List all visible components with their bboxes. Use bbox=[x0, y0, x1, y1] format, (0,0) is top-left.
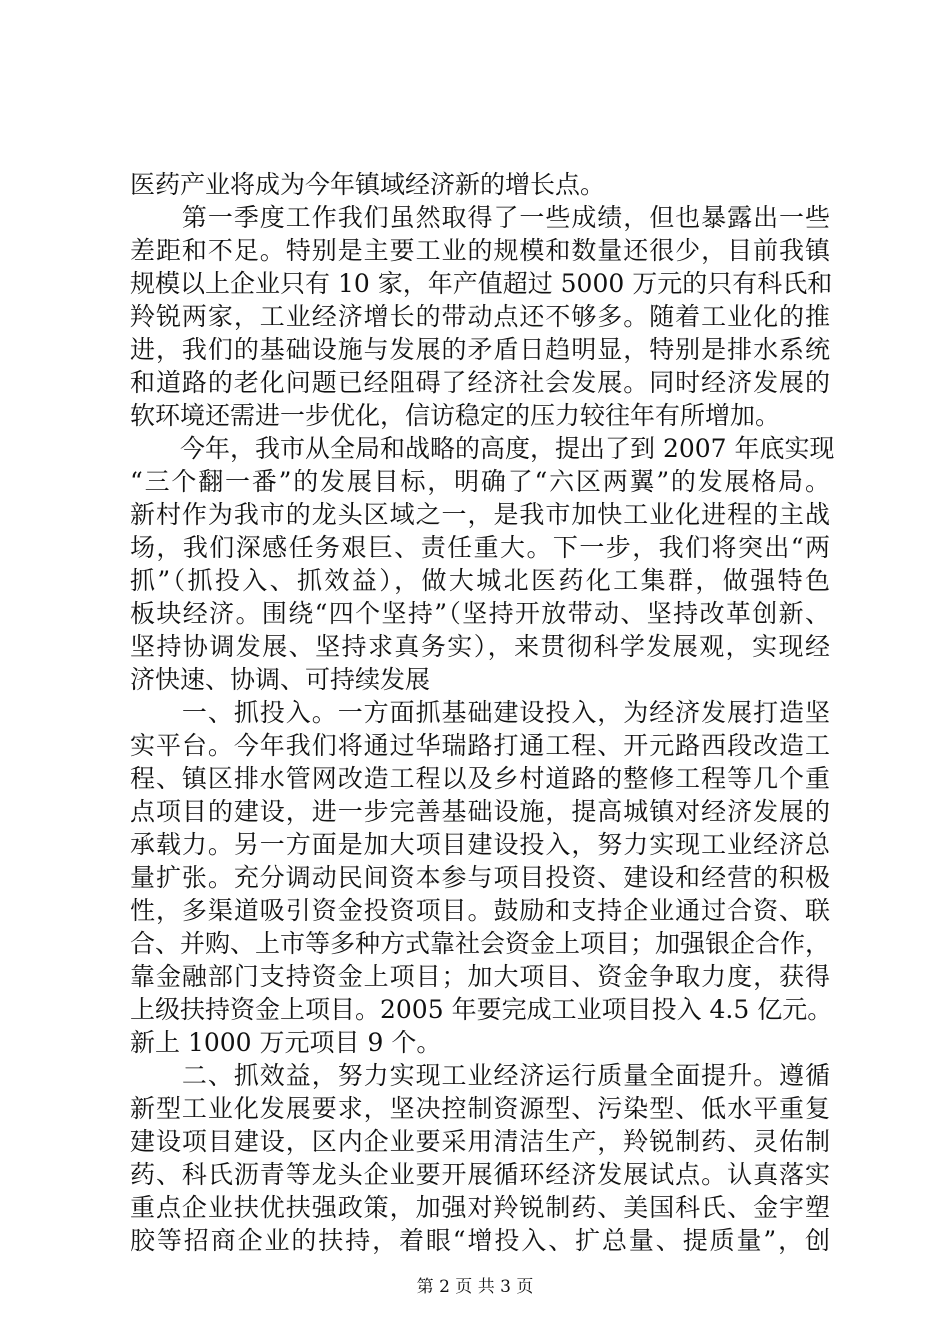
text-line: 规模以上企业只有 10 家，年产值超过 5000 万元的只有科氏和 bbox=[130, 269, 833, 298]
text-line: 上级扶持资金上项目。2005 年要完成工业项目投入 4.5 亿元。 bbox=[130, 995, 833, 1024]
text-line: 重点企业扶优扶强政策，加强对羚锐制药、美国科氏、金宇塑 bbox=[130, 1193, 830, 1222]
text-line: 济快速、协调、可持续发展 bbox=[130, 665, 431, 694]
text-line: 程、镇区排水管网改造工程以及乡村道路的整修工程等几个重 bbox=[130, 764, 830, 793]
text-line: 合、并购、上市等多种方式靠社会资金上项目；加强银企合作， bbox=[130, 929, 831, 958]
text-line: 今年，我市从全局和战略的高度，提出了到 2007 年底实现 bbox=[130, 434, 835, 463]
text-line: 羚锐两家，工业经济增长的带动点还不够多。随着工业化的推 bbox=[130, 302, 830, 331]
text-line: 靠金融部门支持资金上项目；加大项目、资金争取力度，获得 bbox=[130, 962, 830, 991]
text-line: “三个翻一番”的发展目标，明确了“六区两翼”的发展格局。 bbox=[130, 467, 830, 496]
text-line: 新上 1000 万元项目 9 个。 bbox=[130, 1028, 442, 1057]
text-line: 差距和不足。特别是主要工业的规模和数量还很少，目前我镇 bbox=[130, 236, 830, 265]
text-line: 新村作为我市的龙头区域之一，是我市加快工业化进程的主战 bbox=[130, 500, 830, 529]
text-line: 抓”（抓投入、抓效益），做大城北医药化工集群，做强特色 bbox=[130, 566, 830, 595]
text-line: 和道路的老化问题已经阻碍了经济社会发展。同时经济发展的 bbox=[130, 368, 830, 397]
text-line: 点项目的建设，进一步完善基础设施，提高城镇对经济发展的 bbox=[130, 797, 830, 826]
text-line: 二、抓效益，努力实现工业经济运行质量全面提升。遵循 bbox=[130, 1061, 830, 1090]
text-line: 第一季度工作我们虽然取得了一些成绩，但也暴露出一些 bbox=[130, 203, 830, 232]
text-line: 场，我们深感任务艰巨、责任重大。下一步，我们将突出“两 bbox=[130, 533, 830, 562]
text-line: 承载力。另一方面是加大项目建设投入，努力实现工业经济总 bbox=[130, 830, 830, 859]
text-line: 胶等招商企业的扶持，着眼“增投入、扩总量、提质量”，创 bbox=[130, 1226, 830, 1255]
text-line: 进，我们的基础设施与发展的矛盾日趋明显，特别是排水系统 bbox=[130, 335, 830, 364]
text-line: 一、抓投入。一方面抓基础建设投入，为经济发展打造坚 bbox=[130, 698, 830, 727]
text-line: 药、科氏沥青等龙头企业要开展循环经济发展试点。认真落实 bbox=[130, 1160, 830, 1189]
document-body bbox=[130, 168, 835, 1257]
text-line: 性，多渠道吸引资金投资项目。鼓励和支持企业通过合资、联 bbox=[130, 896, 830, 925]
text-line: 建设项目建设，区内企业要采用清洁生产，羚锐制药、灵佑制 bbox=[130, 1127, 830, 1156]
text-line: 医药产业将成为今年镇域经济新的增长点。 bbox=[130, 170, 606, 199]
text-line: 量扩张。充分调动民间资本参与项目投资、建设和经营的积极 bbox=[130, 863, 830, 892]
text-line: 板块经济。围绕“四个坚持”（坚持开放带动、坚持改革创新、 bbox=[130, 599, 830, 628]
text-line: 实平台。今年我们将通过华瑞路打通工程、开元路西段改造工 bbox=[130, 731, 830, 760]
text-line: 软环境还需进一步优化，信访稳定的压力较往年有所增加。 bbox=[130, 401, 781, 430]
text-line: 坚持协调发展、坚持求真务实），来贯彻科学发展观，实现经 bbox=[130, 632, 830, 661]
text-line: 新型工业化发展要求，坚决控制资源型、污染型、低水平重复 bbox=[130, 1094, 830, 1123]
page-footer: 第 2 页 共 3 页 bbox=[416, 1277, 534, 1297]
